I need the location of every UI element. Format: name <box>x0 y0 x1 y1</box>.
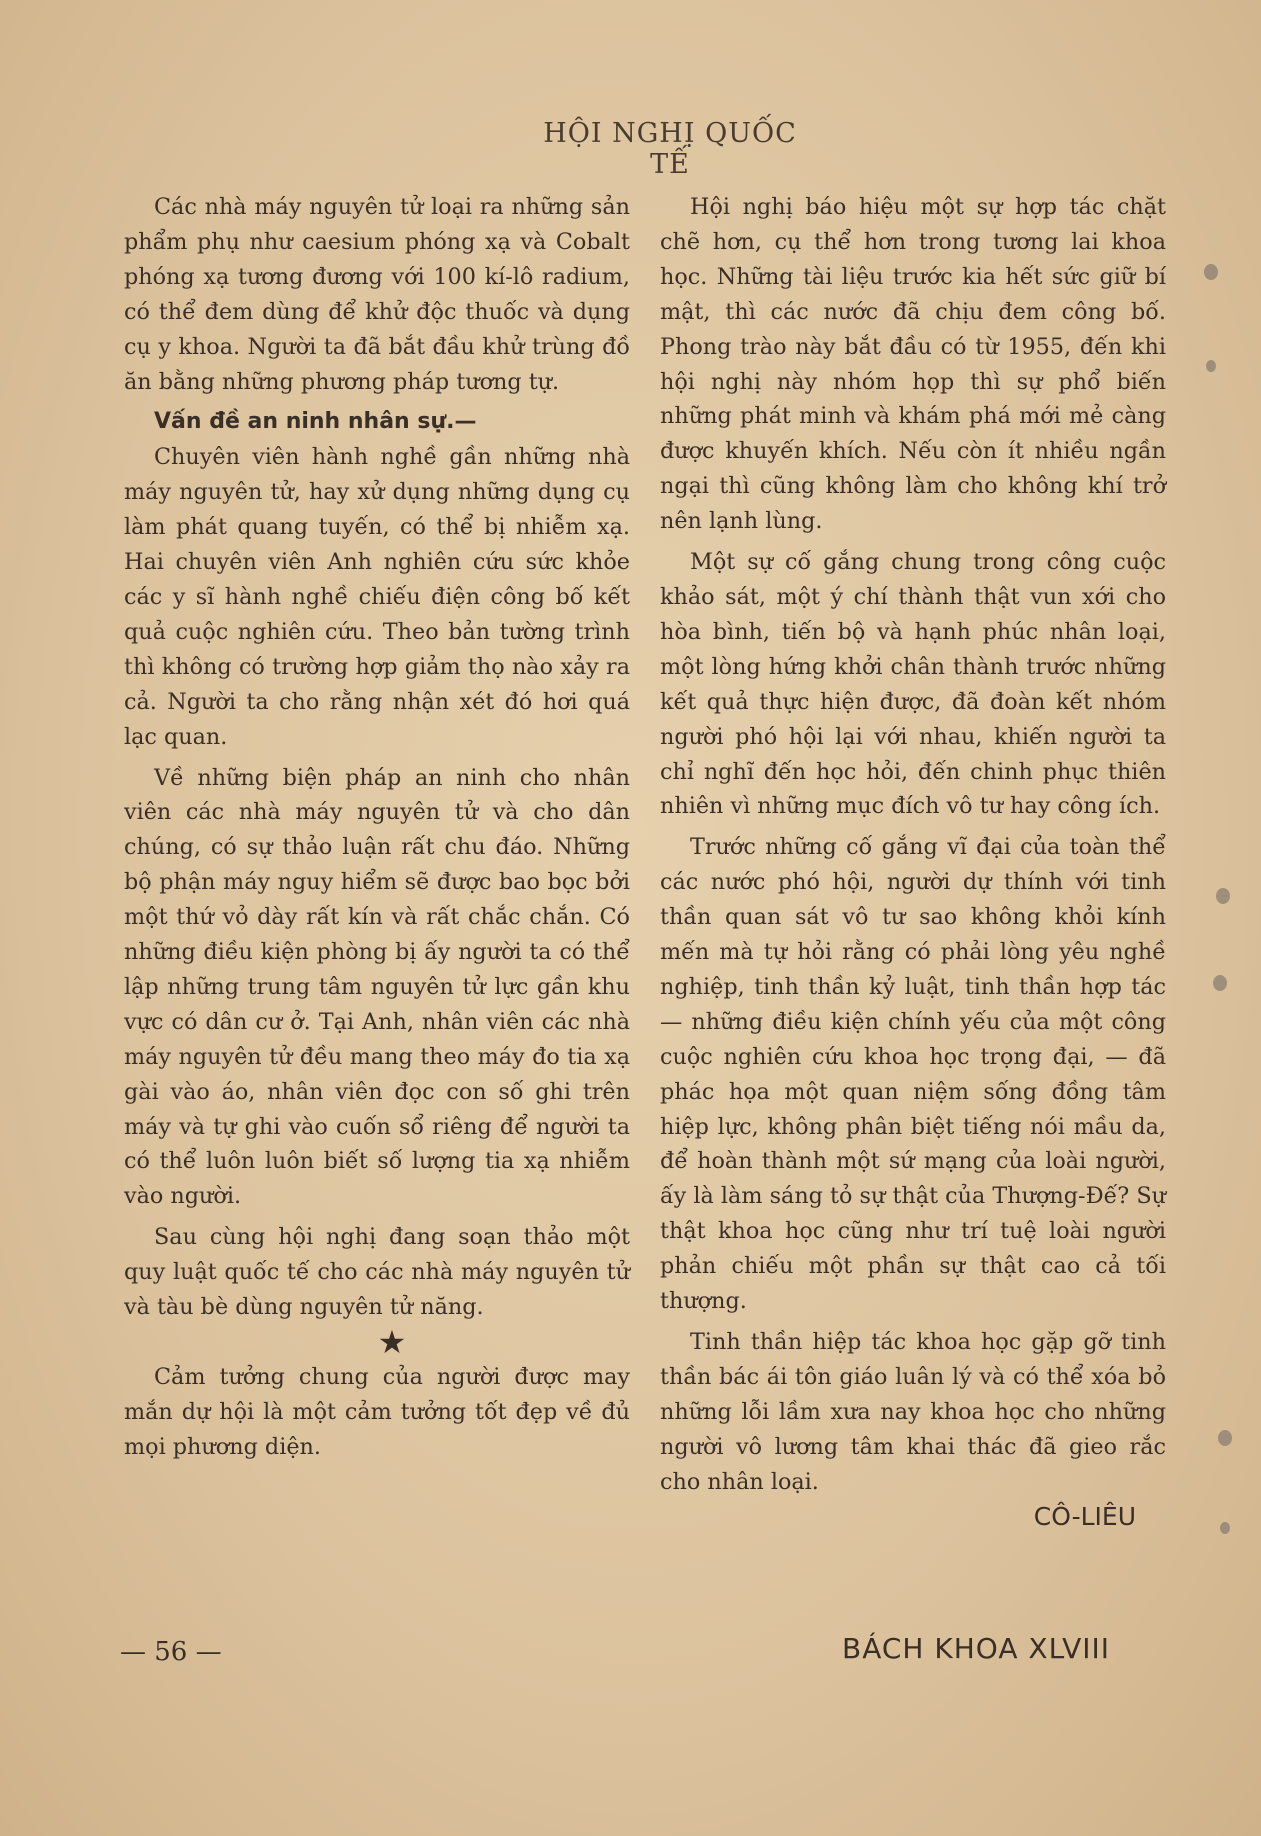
star-separator: ★ <box>377 1323 407 1361</box>
paragraph: Về những biện pháp an ninh cho nhân viên các nhà máy nguyên tử và cho dân chúng, có sự thảo luận rất chu đáo. Những bộ phận máy nguy hiểm sẽ được bao bọc bởi một thứ vỏ dày rất kín và rất chắc chắn. Có những điều kiện phòng bị ấy người ta có thể lập những trung tâm nguyên tử lực gần khu vực có dân cư ở. Tại Anh, nhân viên các nhà máy nguyên tử đều mang theo máy đo tia xạ gài vào áo, nhân viên đọc con số ghi trên máy và tự ghi vào cuốn sổ riêng để người ta có thể luôn luôn biết số lượng tia xạ nhiễm vào người. <box>124 764 630 1210</box>
paragraph: Sau cùng hội nghị đang soạn thảo một quy luật quốc tế cho các nhà máy nguyên tử và tàu bè dùng nguyên tử năng. <box>124 1224 630 1321</box>
section-subheading: Vấn đề an ninh nhân sự.— <box>154 409 477 435</box>
binding-hole-mark <box>1204 264 1218 280</box>
paragraph: Tinh thần hiệp tác khoa học gặp gỡ tinh thần bác ái tôn giáo luân lý và có thể xóa bỏ những lỗi lầm xưa nay khoa học cho những người vô lương tâm khai thác đã gieo rắc cho nhân loại. <box>660 1329 1166 1495</box>
paragraph: Cảm tưởng chung của người được may mắn dự hội là một cảm tưởng tốt đẹp về đủ mọi phương diện. <box>124 1363 630 1460</box>
right-column <box>660 190 1166 1534</box>
binding-hole-mark <box>1220 1522 1230 1534</box>
page-header-title: HỘI NGHỊ QUỐC TẾ <box>543 118 797 180</box>
left-column <box>124 190 630 1465</box>
binding-hole-mark <box>1218 1430 1232 1446</box>
paragraph: Các nhà máy nguyên tử loại ra những sản phẩm phụ như caesium phóng xạ và Cobalt phóng xạ tương đương với 100 kí-lô radium, có thể đem dùng để khử độc thuốc và dụng cụ y khoa. Người ta đã bắt đầu khử trùng đồ ăn bằng những phương pháp tương tự. <box>124 194 630 395</box>
paragraph: Trước những cố gắng vĩ đại của toàn thể các nước phó hội, người dự thính với tinh thần quan sát vô tư sao không khỏi kính mến mà tự hỏi rằng có phải lòng yêu nghề nghiệp, tinh thần kỷ luật, tinh thần hợp tác — những điều kiện chính yếu của một công cuộc nghiên cứu khoa học trọng đại, — đã phác họa một quan niệm sống đồng tâm hiệp lực, không phân biệt tiếng nói mầu da, để hoàn thành một sứ mạng của loài người, ấy là làm sáng tỏ sự thật của Thượng-Đế? Sự thật khoa học cũng như trí tuệ loài người phản chiếu một phần sự thật cao cả tối thượng. <box>660 834 1166 1315</box>
paragraph: Hội nghị báo hiệu một sự hợp tác chặt chẽ hơn, cụ thể hơn trong tương lai khoa học. Những tài liệu trước kia hết sức giữ bí mật, thì các nước đã chịu đem công bố. Phong trào này bắt đầu có từ 1955, đến khi hội nghị này nhóm họp thì sự phổ biến những phát minh và khám phá mới mẻ càng được khuyến khích. Nếu còn ít nhiều ngần ngại thì cũng không làm cho không khí trở nên lạnh lùng. <box>660 194 1166 535</box>
publication-name: BÁCH KHOA XLVIII <box>842 1632 1111 1665</box>
author-signature: CÔ-LIÊU <box>1033 1501 1136 1531</box>
paragraph: Một sự cố gắng chung trong công cuộc khảo sát, một ý chí thành thật vun xới cho hòa bình, tiến bộ và hạnh phúc nhân loại, một lòng hứng khởi chân thành trước những kết quả thực hiện được, đã đoàn kết nhóm người phó hội lại với nhau, khiến người ta chỉ nghĩ đến học hỏi, đến chinh phục thiên nhiên vì những mục đích vô tư hay công ích. <box>660 549 1166 820</box>
binding-hole-mark <box>1206 360 1216 372</box>
paragraph: Chuyên viên hành nghề gần những nhà máy nguyên tử, hay xử dụng những dụng cụ làm phát quang tuyến, có thể bị nhiễm xạ. Hai chuyên viên Anh nghiên cứu sức khỏe các y sĩ hành nghề chiếu điện công bố kết quả cuộc nghiên cứu. Theo bản tường trình thì không có trường hợp giảm thọ nào xảy ra cả. Người ta cho rằng nhận xét đó hơi quá lạc quan. <box>124 444 630 750</box>
page-number: — 56 — <box>120 1637 222 1667</box>
binding-hole-mark <box>1213 975 1227 991</box>
binding-hole-mark <box>1216 888 1230 904</box>
